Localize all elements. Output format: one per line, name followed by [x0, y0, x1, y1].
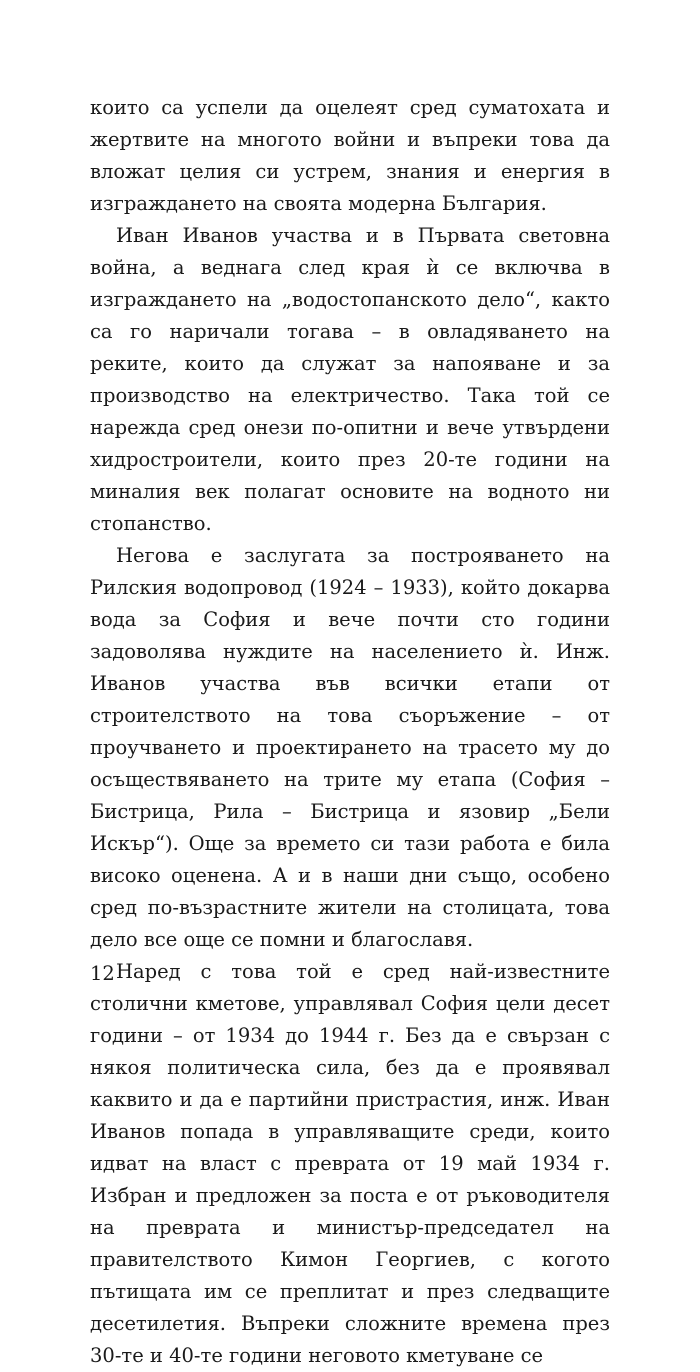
- page-number: 12: [90, 962, 115, 985]
- paragraph-2: Иван Иванов участва и в Първата световна война, а веднага след края ѝ се включва в изграждането на „водостопанското дело“, както са го наричали тогава – в овладяването на реките, които да служат за напояване и за производство на електричество. Така той се нарежда сред онези по-опитни и вече утвърдени хидростроители, които през 20-те години на миналия век полагат основите на водното ни стопанство.: [90, 224, 610, 535]
- paragraph-3: Негова е заслугата за построяването на Рилския водопровод (1924 – 1933), който докарва вода за София и вече почти сто години задоволява нуждите на населението ѝ. Инж. Иванов участва във всички етапи от строителството на това съоръжение – от проучването и проектирането на трасето му до осъществяването на трите му етапа (София – Бистрица, Рила – Бистрица и язовир „Бели Искър“). Още за времето си тази работа е била високо оценена. А и в наши дни също, особено сред по-възрастните жители на столицата, това дело все още се помни и благославя.: [90, 544, 610, 951]
- page-body: [90, 92, 610, 1372]
- paragraph-4: Наред с това той е сред най-известните столични кметове, управлявал София цели десет години – от 1934 до 1944 г. Без да е свързан с някоя политическа сила, без да е проявявал каквито и да е партийни пристрастия, инж. Иван Иванов попада в управляващите среди, които идват на власт с преврата от 19 май 1934 г. Избран и предложен за поста е от ръководителя на преврата и министър-председател на правителството Кимон Георгиев, с когото пътищата им се преплитат и през следващите десетилетия. Въпреки сложните времена през 30-те и 40-те години неговото кметуване се: [90, 960, 610, 1367]
- paragraph-1: които са успели да оцелеят сред суматохата и жертвите на многото войни и въпреки това да вложат целия си устрем, знания и енергия в изграждането на своята модерна България.: [90, 96, 610, 215]
